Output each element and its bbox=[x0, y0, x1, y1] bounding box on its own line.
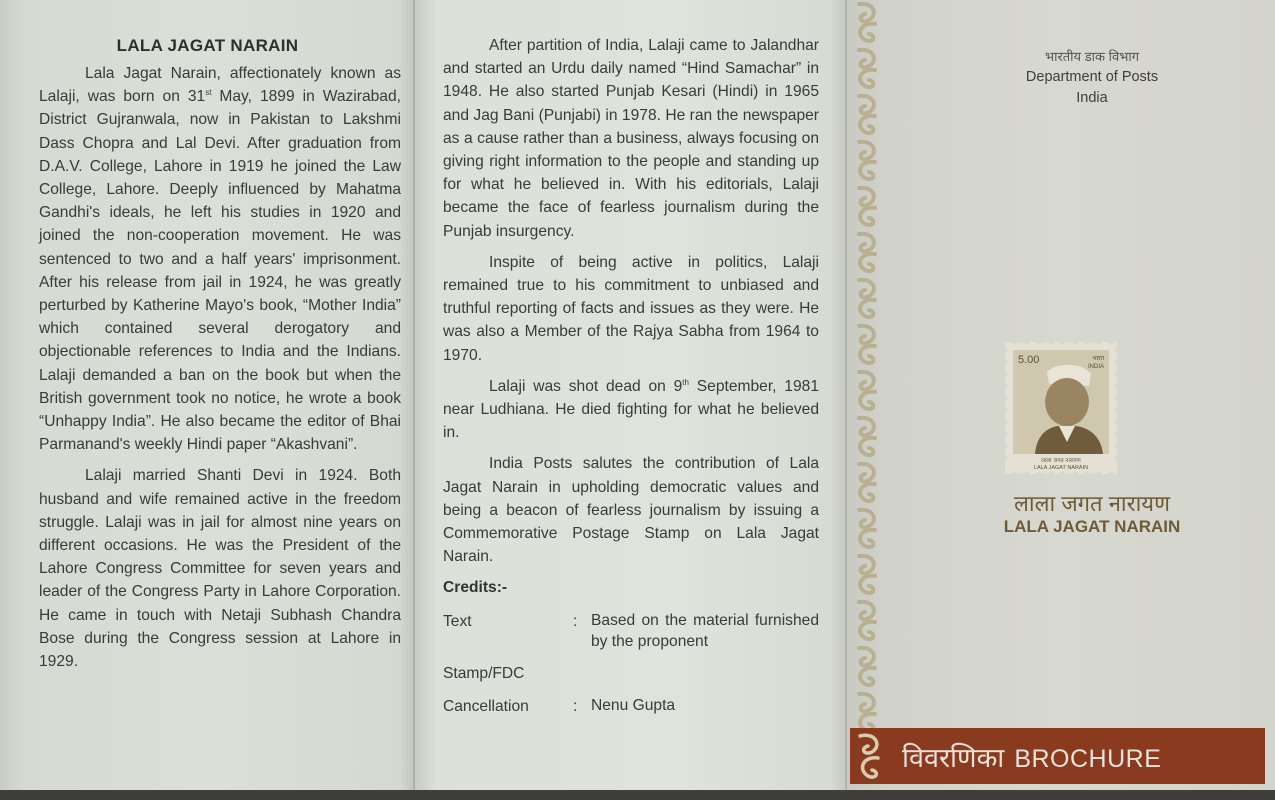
credit-row-cancellation bbox=[443, 695, 819, 718]
brochure-label-english: BROCHURE bbox=[1014, 744, 1162, 773]
honoree-name-hindi: लाला जगत नारायण bbox=[1014, 491, 1170, 516]
credit-colon bbox=[573, 662, 591, 685]
brochure-band bbox=[850, 728, 1265, 784]
department-country: India bbox=[1076, 90, 1108, 106]
postage-stamp bbox=[1005, 342, 1117, 474]
paragraph-text: May, 1899 in Wazirabad, District Gujranwala, now in Pakistan to Lakshmi Dass Chopra and Lal Devi. After graduation from D.A.V. College, Lahore in 1919 he joined the Law College, Lahore. Deeply influenced by Mahatma Gandhi's ideals, he left his studies in 1920 and joined the non-cooperation movement. He was sentenced to two and a half years' imprisonment. After his release from jail in 1924, he was greatly perturbed by Katherine Mayo's book, “Mother India” which contained several derogatory and objectionable references to India and the Indians. Lalaji demanded a ban on the book but when the British government took no notice, he wrote a book “Unhappy India”. He also became the editor of Bhai Parmanand's weekly Hindi paper “Akashvani”. bbox=[39, 88, 401, 454]
credit-label: Text bbox=[443, 612, 472, 630]
svg-text:LALA JAGAT NARAIN: LALA JAGAT NARAIN bbox=[1033, 465, 1089, 471]
brochure-label bbox=[902, 738, 1161, 775]
legacy-paragraph-1: After partition of India, Lalaji came to Jalandhar and started an Urdu daily named “Hind Samachar” in 1948. He also started Punjab Kesari (Hindi) in 1965 and Jag Bani (Punjabi) in 1978. He ran the newspaper as a cause rather than a business, always focusing on giving right information to the people and standing up for what he believed in. With his editorials, Lalaji became the face of fearless journalism during the Punjab insurgency. bbox=[443, 37, 819, 240]
ordinal-suffix: th bbox=[682, 377, 689, 387]
panel-legacy bbox=[415, 0, 847, 790]
svg-text:लाला जगत नारायण: लाला जगत नारायण bbox=[1041, 458, 1081, 464]
credit-colon: : bbox=[573, 612, 578, 630]
department-name: Department of Posts bbox=[1025, 69, 1159, 85]
credits-heading: Credits:- bbox=[443, 579, 508, 597]
credit-value bbox=[591, 662, 819, 685]
biography-paragraph-2: Lalaji married Shanti Devi in 1924. Both husband and wife remained active in the freedom struggle. Lalaji was in jail for almost nine years on different occasions. He was the President of the Lahore Congress Committee for seven years and leader of the Congress Party in Lahore Corporation. He came in touch with Netaji Subhash Chandra Bose during the Congress session at Lahore in 1929. bbox=[39, 467, 401, 671]
legacy-paragraph-4: India Posts salutes the contribution of Lala Jagat Narain in upholding democratic values and being a beacon of fearless journalism by issuing a Commemorative Postage Stamp on Lala Jagat Narain. bbox=[443, 455, 819, 566]
credit-value: Based on the material furnished by the proponent bbox=[591, 611, 819, 650]
department-name-hindi: भारतीय डाक विभाग bbox=[1044, 49, 1140, 64]
paisley-ornament-icon bbox=[850, 728, 890, 784]
svg-text:INDIA: INDIA bbox=[1087, 364, 1104, 370]
credit-label: Cancellation bbox=[443, 697, 529, 715]
brochure-label-hindi: विवरणिका bbox=[902, 742, 1005, 773]
stamp-denomination: 5.00 bbox=[1018, 354, 1040, 366]
svg-text:भारत: भारत bbox=[1092, 355, 1104, 362]
department-header bbox=[942, 46, 1242, 109]
biography-title: LALA JAGAT NARAIN bbox=[116, 36, 299, 55]
biography-paragraph-1 bbox=[39, 62, 401, 456]
credit-colon: : bbox=[573, 697, 578, 715]
honoree-name: LALA JAGAT NARAIN bbox=[1003, 517, 1181, 536]
legacy-paragraph-2: Inspite of being active in politics, Lalaji remained true to his commitment to unbiased and truthful reporting of facts and issues as they were. He was also a Member of the Rajya Sabha from 1964 to 1970. bbox=[443, 253, 819, 364]
panel-biography bbox=[0, 0, 415, 790]
credit-label: Stamp/FDC bbox=[443, 664, 525, 682]
legacy-paragraph-3 bbox=[443, 375, 819, 445]
credit-row-text bbox=[443, 610, 819, 652]
paragraph-text: September, 1981 near Ludhiana. He died fighting for what he believed in. bbox=[443, 377, 819, 442]
paragraph-text: Lalaji was shot dead on 9 bbox=[489, 377, 683, 395]
paisley-border-ornament bbox=[847, 0, 887, 730]
paragraph-text: Lala Jagat Narain, affectionately known as Lalaji, was born on 31 bbox=[39, 65, 401, 106]
credit-row-stamp bbox=[443, 662, 819, 685]
credit-value: Nenu Gupta bbox=[591, 696, 676, 714]
ordinal-suffix: st bbox=[205, 88, 212, 98]
legacy-text bbox=[443, 34, 819, 728]
biography-text bbox=[39, 62, 401, 681]
